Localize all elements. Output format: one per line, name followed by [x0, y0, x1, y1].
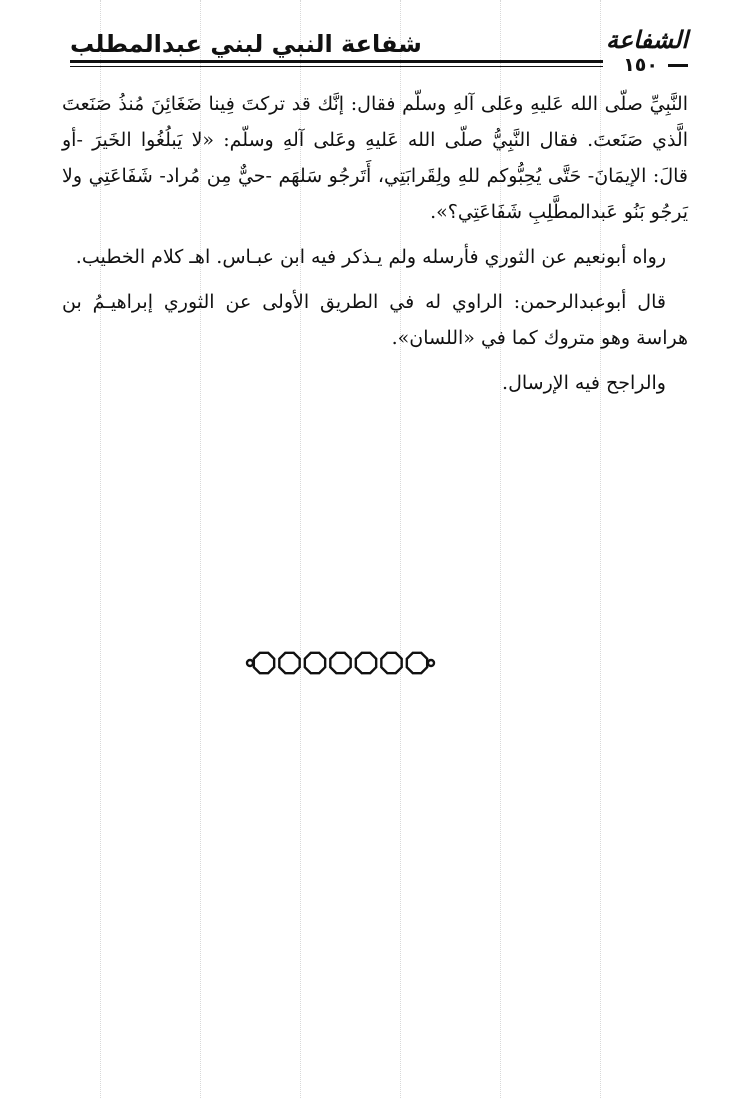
page-header — [70, 22, 688, 78]
ornament-octagon — [330, 653, 350, 673]
header-rule — [70, 60, 603, 63]
ornament-octagon — [279, 653, 299, 673]
section-end-ornament — [244, 648, 460, 678]
ornament-octagon — [407, 653, 427, 673]
ornament-octagon — [381, 653, 401, 673]
paragraph-narration: رواه أبونعيم عن الثوري فأرسله ولم يـذكر فيه ابن عبـاس. اهـ كلام الخطيب. — [75, 246, 666, 268]
ornament-end-dot — [247, 660, 253, 666]
page-number: ١٥٠ — [623, 54, 658, 76]
header-rule-thin — [70, 66, 603, 67]
ornament-end-dot — [428, 660, 434, 666]
ornament-octagon — [305, 653, 325, 673]
ornament-octagon — [356, 653, 376, 673]
header-rule-short — [668, 64, 688, 67]
paragraph-conclusion: والراجح فيه الإرسال. — [502, 372, 666, 394]
body-text — [62, 86, 688, 410]
running-title: شفاعة النبي لبني عبدالمطلب — [70, 30, 422, 58]
paragraph-commentary: قال أبوعبدالرحمن: الراوي له في الطريق الأولى عن الثوري إبراهيـمُ بن هراسة وهو متروك كما في «اللسان». — [62, 291, 688, 349]
book-logo: الشفاعة — [605, 26, 688, 54]
paragraph-hadith: النَّبِيِّ صلّى الله عَليهِ وعَلى آلهِ وسلّم فقال: إنَّك قد تركتَ فِينا ضَغَائِنَ مُنذُ صَنَعتَ الَّذي صَنَعتَ. فقال النَّبِيُّ صلّى الله عَليهِ وعَلى آلهِ وسلّم: «لا يَبلُغُوا الخَيرَ -أو قالَ: الإيمَانَ- حَتَّى يُحِبُّوكم للهِ ولِقَرابَتِي، أَتَرجُو سَلهَم -حيٌّ مِن مُراد- شَفَاعَتِي ولا يَرجُو بَنُو عَبدالمطَّلِبِ شَفَاعَتِي؟». — [62, 93, 688, 223]
ornament-octagon — [254, 653, 274, 673]
